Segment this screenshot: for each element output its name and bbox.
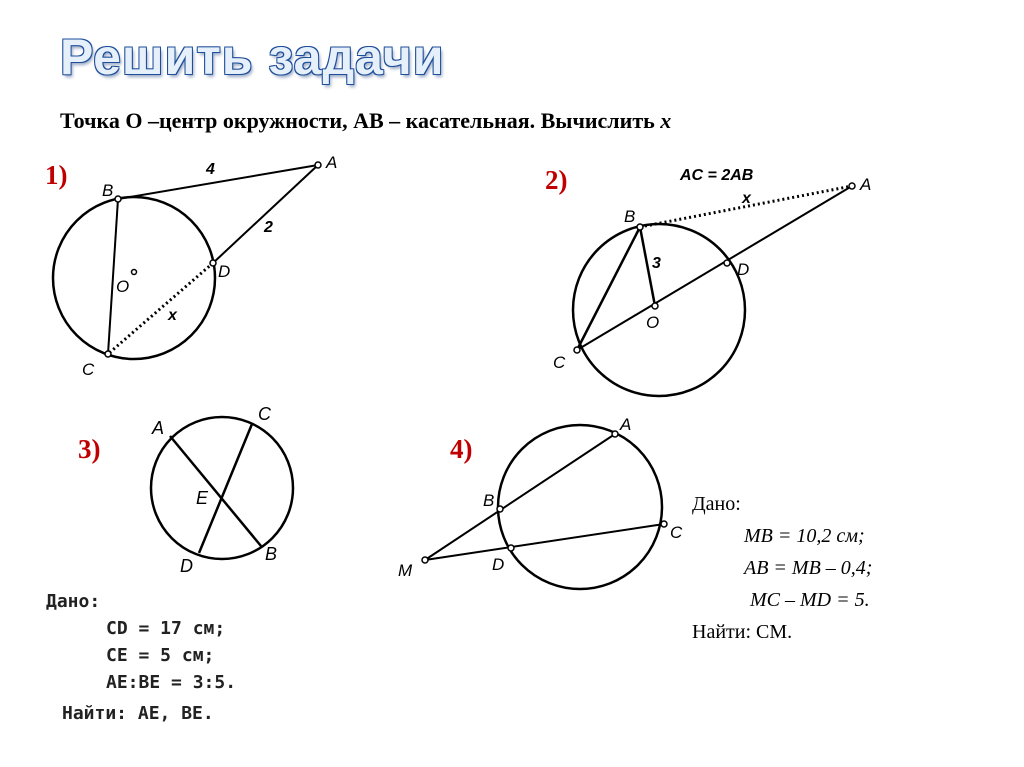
problem-3-figure (140, 395, 310, 580)
label-b-2: B (624, 207, 636, 226)
label-b-3: B (265, 544, 278, 564)
problem-4-figure (390, 410, 690, 600)
given-4-line-3: MC – MD = 5. (750, 589, 870, 611)
value-ad: 2 (264, 219, 273, 236)
secant-mc (425, 524, 664, 560)
value-x: x (168, 307, 177, 324)
label-c: C (82, 360, 95, 379)
find-3: Найти: AE, BE. (62, 703, 214, 724)
label-b-4: B (483, 491, 495, 510)
given-3-line-3: AE:BE = 3:5. (106, 672, 237, 693)
label-e-3: E (196, 488, 209, 508)
value-ab: 4 (206, 161, 215, 178)
given-4-line-2: AB = MB – 0,4; (744, 557, 873, 579)
label-a-4: A (620, 415, 632, 434)
label-c-4: C (670, 523, 683, 542)
task-variable: x (660, 108, 672, 133)
find-4: Найти: CM. (692, 621, 793, 643)
label-o-2: O (646, 313, 660, 332)
problem-3-given (46, 588, 236, 727)
problem-4-number: 4) (450, 434, 473, 464)
given-3-line-2: CE = 5 см; (106, 645, 215, 666)
page-title: Решить задачи (60, 29, 445, 85)
problem-1-number: 1) (45, 160, 68, 190)
label-a: A (326, 153, 338, 172)
label-o: O (116, 277, 130, 296)
label-b: B (102, 181, 114, 200)
label-a-2: A (860, 175, 872, 194)
circle-4 (498, 425, 662, 589)
condition-2: AC = 2AB (680, 167, 754, 184)
label-d-4: D (492, 555, 505, 574)
given-4-line-1: MB = 10,2 см; (744, 525, 865, 547)
problem-2-number: 2) (545, 165, 568, 195)
problem-3-number: 3) (78, 434, 101, 464)
label-d-3: D (180, 556, 193, 576)
task-statement (60, 108, 671, 134)
label-c-3: C (258, 404, 271, 424)
given-title-4: Дано: (692, 493, 741, 515)
label-c-2: C (553, 353, 566, 372)
label-d-2: D (737, 260, 750, 279)
value-x-2: x (742, 190, 751, 207)
given-3-line-1: CD = 17 см; (106, 618, 226, 639)
label-a-3: A (152, 418, 165, 438)
label-d: D (218, 262, 231, 281)
circle-1 (53, 197, 215, 359)
problem-2-figure (540, 150, 900, 400)
value-bo: 3 (652, 255, 661, 272)
problem-4-given (692, 488, 872, 648)
label-m-4: M (398, 561, 413, 580)
problem-1-figure (40, 150, 370, 390)
chord-ab-3 (170, 436, 261, 546)
task-statement-text: Точка О –центр окружности, АВ – касательная. Вычислить (60, 108, 661, 133)
given-title-3: Дано: (46, 591, 101, 612)
